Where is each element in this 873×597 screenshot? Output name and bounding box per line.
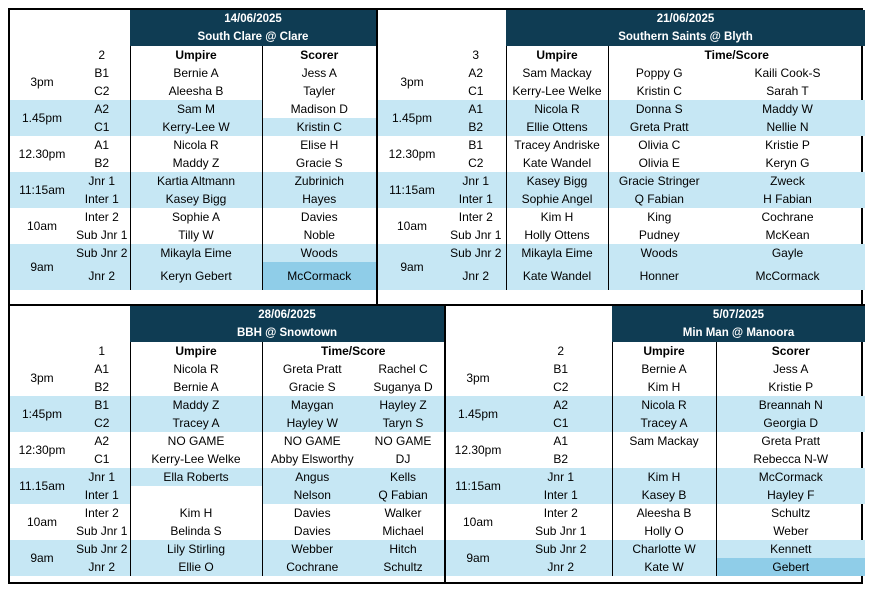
match-title: Southern Saints @ Blyth	[506, 28, 865, 46]
time-slot: 12.30pm	[388, 147, 436, 161]
timekeeper-cell: Cochrane	[761, 210, 814, 224]
timekeeper-cell: NO GAME	[374, 434, 432, 448]
table-row	[446, 504, 865, 522]
scorer-column-header: Scorer	[262, 46, 376, 64]
table-row	[446, 540, 865, 558]
grade-cell: B2	[553, 452, 569, 466]
umpire-cell: Maddy Z	[130, 396, 262, 414]
table-row	[378, 100, 865, 118]
scorer-cell: Zubrinich	[262, 172, 376, 190]
match-date: 5/07/2025	[612, 306, 865, 324]
grade-cell: Jnr 1	[446, 172, 506, 190]
scorer-cell: Greta Pratt	[716, 432, 865, 450]
scorer-cell: Hayley F	[716, 486, 865, 504]
umpire-cell: Bernie A	[130, 378, 262, 396]
scorer-cell: Davies	[262, 504, 362, 522]
timekeeper-cell: Kells	[362, 468, 444, 486]
timekeeper-cell: H Fabian	[710, 190, 865, 208]
grade-cell: Jnr 2	[446, 262, 506, 290]
timekeeper-cell: Kaili Cook-S	[754, 66, 821, 80]
table-row	[378, 172, 865, 190]
scorer-cell: Q Fabian	[608, 190, 710, 208]
scorer-cell: Cochrane	[262, 558, 362, 576]
scorer-cell: Greta Pratt	[262, 360, 362, 378]
grade-cell: A1	[553, 434, 569, 448]
court-number: 1	[98, 344, 106, 358]
court-number: 2	[557, 344, 565, 358]
time-slot: 10am	[396, 219, 428, 233]
umpire-cell: Kasey Bigg	[506, 172, 608, 190]
court-number: 3	[472, 48, 480, 62]
timekeeper-cell: Q Fabian	[362, 486, 444, 504]
umpire-cell: Sam Mackay	[612, 432, 716, 450]
umpire-cell: Nicola R	[130, 136, 262, 154]
umpire-roster-sheet	[8, 8, 863, 584]
umpire-column-header: Umpire	[130, 46, 262, 64]
scorer-cell: McCormack	[716, 468, 865, 486]
roster-section-1	[10, 10, 376, 304]
grade-cell: Inter 2	[543, 506, 578, 520]
table-row	[10, 208, 376, 226]
table-row	[10, 100, 376, 118]
grade-cell: Jnr 1	[74, 468, 130, 486]
umpire-cell: Aleesha B	[612, 504, 716, 522]
scorer-cell: Donna S	[608, 100, 710, 118]
scorer-cell: Hayes	[262, 190, 376, 208]
umpire-cell: Nicola R	[506, 100, 608, 118]
time-slot: 1.45pm	[378, 100, 446, 136]
grade-cell: Sub Jnr 2	[446, 244, 506, 262]
scorer-cell: Davies	[262, 522, 362, 540]
timekeeper-cell: Gayle	[710, 244, 865, 262]
roster-section-2	[376, 10, 865, 304]
timekeeper-cell: Hitch	[362, 540, 444, 558]
match-title: South Clare @ Clare	[130, 28, 376, 46]
umpire-cell: Tracey A	[612, 414, 716, 432]
scorer-cell: Kennett	[716, 540, 865, 558]
table-row	[10, 378, 444, 396]
scorer-cell: Jess A	[262, 64, 376, 82]
umpire-cell: Sam M	[130, 100, 262, 118]
grade-cell: C2	[74, 414, 130, 432]
umpire-column-header: Umpire	[506, 46, 608, 64]
umpire-cell: Aleesha B	[130, 82, 262, 100]
table-row	[378, 64, 865, 82]
roster-table-2	[378, 10, 865, 290]
table-row	[10, 244, 376, 262]
scorer-cell: Elise H	[262, 136, 376, 154]
scorer-cell: Nelson	[262, 486, 362, 504]
grade-cell: C1	[510, 414, 612, 432]
table-row	[10, 522, 444, 540]
grade-cell: C1	[94, 452, 110, 466]
grade-cell: C1	[468, 84, 484, 98]
umpire-cell: Sophie A	[130, 208, 262, 226]
match-title: BBH @ Snowtown	[130, 324, 444, 342]
scorer-cell: Poppy G	[608, 64, 710, 82]
time-slot: 10am	[26, 515, 58, 529]
table-row	[378, 262, 865, 290]
grade-cell: Inter 2	[458, 210, 493, 224]
umpire-cell: Kate Wandel	[506, 262, 608, 290]
umpire-cell: Nicola R	[130, 360, 262, 378]
umpire-cell: Ellie O	[130, 558, 262, 576]
umpire-cell: Kim H	[612, 378, 716, 396]
match-title: Min Man @ Manoora	[612, 324, 865, 342]
grade-cell: C2	[553, 380, 569, 394]
time-slot: 1.45pm	[446, 396, 510, 432]
scorer-cell: Gracie Stringer	[608, 172, 710, 190]
time-slot: 11:15am	[446, 468, 510, 504]
umpire-cell: Holly O	[612, 522, 716, 540]
scorer-cell: Davies	[262, 208, 376, 226]
umpire-cell: Kasey Bigg	[130, 190, 262, 208]
table-row	[10, 540, 444, 558]
scorer-cell: Kristin C	[608, 82, 710, 100]
umpire-cell: Sophie Angel	[506, 190, 608, 208]
umpire-cell: Belinda S	[130, 522, 262, 540]
grade-cell: B2	[94, 380, 110, 394]
scorer-cell: Weber	[716, 522, 865, 540]
grade-cell: C2	[94, 84, 110, 98]
timekeeper-cell: Walker	[384, 506, 422, 520]
table-row	[378, 82, 865, 100]
grade-cell: B1	[74, 396, 130, 414]
grade-cell: Sub Jnr 2	[74, 244, 130, 262]
time-slot: 1.45pm	[10, 100, 74, 136]
table-row	[446, 360, 865, 378]
scorer-cell: Jess A	[716, 360, 865, 378]
umpire-cell: Bernie A	[612, 360, 716, 378]
time-slot: 11.15am	[10, 468, 74, 504]
umpire-cell: Mikayla Eime	[506, 244, 608, 262]
grade-cell: Inter 1	[510, 486, 612, 504]
grade-cell: Jnr 2	[74, 558, 130, 576]
scorer-cell: Woods	[608, 244, 710, 262]
scorer-column-header: Scorer	[716, 342, 865, 360]
time-slot: 9am	[378, 244, 446, 290]
table-row	[10, 64, 376, 82]
scorer-cell: Olivia E	[608, 154, 710, 172]
table-row	[446, 432, 865, 450]
umpire-cell: Kerry-Lee W	[130, 118, 262, 136]
table-row	[378, 244, 865, 262]
grade-cell: Sub Jnr 1	[535, 524, 587, 538]
umpire-cell: Keryn Gebert	[130, 262, 262, 290]
table-row	[10, 486, 444, 504]
umpire-cell: Ellie Ottens	[506, 118, 608, 136]
scorer-cell: NO GAME	[262, 432, 362, 450]
umpire-column-header: Umpire	[612, 342, 716, 360]
grade-cell: Inter 1	[446, 190, 506, 208]
table-row	[10, 414, 444, 432]
scorer-cell: Hayley W	[262, 414, 362, 432]
umpire-column-header: Umpire	[130, 342, 262, 360]
umpire-cell: Maddy Z	[130, 154, 262, 172]
grade-cell: C1	[74, 118, 130, 136]
scorer-cell: Olivia C	[608, 136, 710, 154]
time-slot: 12.30pm	[18, 147, 66, 161]
table-row	[378, 208, 865, 226]
scorer-cell: Greta Pratt	[608, 118, 710, 136]
scorer-cell: Webber	[262, 540, 362, 558]
umpire-cell	[612, 450, 716, 468]
scorer-cell: Abby Elsworthy	[262, 450, 362, 468]
timekeeper-cell: Maddy W	[710, 100, 865, 118]
grade-cell: A2	[94, 434, 110, 448]
timekeeper-cell: Hayley Z	[362, 396, 444, 414]
timekeeper-cell: Taryn S	[362, 414, 444, 432]
roster-table-1	[10, 10, 376, 290]
table-row	[10, 396, 444, 414]
umpire-cell: Lily Stirling	[130, 540, 262, 558]
time-score-column-header: Time/Score	[262, 342, 444, 360]
grade-cell: Inter 1	[74, 190, 130, 208]
time-slot: 3pm	[400, 75, 424, 89]
grade-cell: Inter 2	[84, 506, 119, 520]
umpire-cell: Bernie A	[130, 64, 262, 82]
time-slot: 9am	[10, 540, 74, 576]
scorer-cell: Schultz	[716, 504, 865, 522]
scorer-cell: Woods	[262, 244, 376, 262]
timekeeper-cell: Rachel C	[378, 362, 428, 376]
scorer-cell: King	[608, 208, 710, 226]
grade-cell: A2	[510, 396, 612, 414]
umpire-cell: Kartia Altmann	[130, 172, 262, 190]
timekeeper-cell: Michael	[382, 524, 424, 538]
timekeeper-cell: Kristie P	[765, 138, 810, 152]
umpire-cell: Ella Roberts	[130, 468, 262, 486]
table-row	[10, 360, 444, 378]
roster-table-4	[446, 306, 865, 576]
umpire-cell: Mikayla Eime	[130, 244, 262, 262]
umpire-cell: Tracey A	[130, 414, 262, 432]
grade-cell: B1	[553, 362, 569, 376]
grade-cell: Jnr 2	[510, 558, 612, 576]
umpire-cell: Nicola R	[612, 396, 716, 414]
time-slot: 3pm	[30, 371, 54, 385]
table-row	[10, 136, 376, 154]
umpire-cell: Kim H	[506, 208, 608, 226]
time-slot: 9am	[446, 540, 510, 576]
time-slot: 12.30pm	[454, 443, 502, 457]
grade-cell: B1	[468, 138, 484, 152]
time-slot: 11:15am	[378, 172, 446, 208]
time-slot: 10am	[26, 219, 58, 233]
grade-cell: Sub Jnr 2	[510, 540, 612, 558]
grade-cell: Inter 2	[84, 210, 119, 224]
grade-cell: Jnr 2	[74, 262, 130, 290]
time-slot: 1:45pm	[10, 396, 74, 432]
scorer-cell: Gracie S	[262, 154, 376, 172]
roster-section-3	[10, 304, 444, 584]
scorer-cell: Kristie P	[716, 378, 865, 396]
timekeeper-cell: Keryn G	[765, 156, 810, 170]
grade-cell: A1	[94, 138, 110, 152]
match-date: 21/06/2025	[506, 10, 865, 28]
timekeeper-cell: McKean	[765, 228, 810, 242]
umpire-cell: NO GAME	[130, 432, 262, 450]
timekeeper-cell: Suganya D	[373, 380, 433, 394]
scorer-cell: Breannah N	[716, 396, 865, 414]
grade-cell: A2	[74, 100, 130, 118]
time-slot: 9am	[10, 244, 74, 290]
scorer-cell: Rebecca N-W	[716, 450, 865, 468]
table-row	[10, 172, 376, 190]
scorer-cell: Tayler	[262, 82, 376, 100]
scorer-cell: Kristin C	[262, 118, 376, 136]
grade-cell: Inter 1	[74, 486, 130, 504]
grade-cell: Jnr 1	[510, 468, 612, 486]
grade-cell: B2	[94, 156, 110, 170]
scorer-cell: Gracie S	[262, 378, 362, 396]
umpire-cell: Tilly W	[130, 226, 262, 244]
scorer-cell: Angus	[262, 468, 362, 486]
grade-cell: B1	[94, 66, 110, 80]
grade-cell: A1	[446, 100, 506, 118]
grade-cell: C2	[468, 156, 484, 170]
umpire-cell: Kim H	[130, 504, 262, 522]
match-date: 14/06/2025	[130, 10, 376, 28]
timekeeper-cell: McCormack	[710, 262, 865, 290]
table-row	[378, 136, 865, 154]
scorer-cell: Honner	[608, 262, 710, 290]
umpire-cell	[130, 486, 262, 504]
table-row	[10, 558, 444, 576]
timekeeper-cell: DJ	[395, 452, 411, 466]
scorer-cell: Georgia D	[716, 414, 865, 432]
table-row	[10, 432, 444, 450]
umpire-cell: Sam Mackay	[506, 64, 608, 82]
table-row	[10, 450, 444, 468]
grade-cell: Sub Jnr 2	[74, 540, 130, 558]
roster-section-4	[444, 304, 865, 584]
table-row	[446, 468, 865, 486]
table-row	[378, 226, 865, 244]
table-row	[446, 396, 865, 414]
grade-cell: A1	[94, 362, 110, 376]
grade-cell: Sub Jnr 1	[76, 524, 128, 538]
scorer-cell: Madison D	[262, 100, 376, 118]
table-row	[10, 504, 444, 522]
time-slot: 3pm	[466, 371, 490, 385]
grade-cell: Jnr 1	[74, 172, 130, 190]
table-row	[378, 190, 865, 208]
scorer-cell: Gebert	[716, 558, 865, 576]
timekeeper-cell: Schultz	[362, 558, 444, 576]
grade-cell: Sub Jnr 1	[76, 228, 128, 242]
umpire-cell: Kate Wandel	[506, 154, 608, 172]
scorer-cell: Noble	[262, 226, 376, 244]
time-slot: 11:15am	[10, 172, 74, 208]
time-slot: 3pm	[30, 75, 54, 89]
umpire-cell: Kasey B	[612, 486, 716, 504]
grade-cell: Sub Jnr 1	[450, 228, 502, 242]
table-row	[378, 118, 865, 136]
umpire-cell: Tracey Andriske	[506, 136, 608, 154]
grade-cell: A2	[468, 66, 484, 80]
court-number: 2	[98, 48, 106, 62]
timekeeper-cell: Nellie N	[710, 118, 865, 136]
roster-table-3	[10, 306, 444, 576]
umpire-cell: Holly Ottens	[506, 226, 608, 244]
scorer-cell: Maygan	[262, 396, 362, 414]
umpire-cell: Kerry-Lee Welke	[130, 450, 262, 468]
time-slot: 12:30pm	[18, 443, 66, 457]
umpire-cell: Kate W	[612, 558, 716, 576]
time-slot: 10am	[462, 515, 494, 529]
time-score-column-header: Time/Score	[608, 46, 865, 64]
table-row	[378, 154, 865, 172]
umpire-cell: Charlotte W	[612, 540, 716, 558]
umpire-cell: Kim H	[612, 468, 716, 486]
timekeeper-cell: Zweck	[710, 172, 865, 190]
scorer-cell: McCormack	[262, 262, 376, 290]
table-row	[10, 468, 444, 486]
scorer-cell: Pudney	[608, 226, 710, 244]
timekeeper-cell: Sarah T	[766, 84, 809, 98]
grade-cell: B2	[446, 118, 506, 136]
umpire-cell: Kerry-Lee Welke	[506, 82, 608, 100]
match-date: 28/06/2025	[130, 306, 444, 324]
